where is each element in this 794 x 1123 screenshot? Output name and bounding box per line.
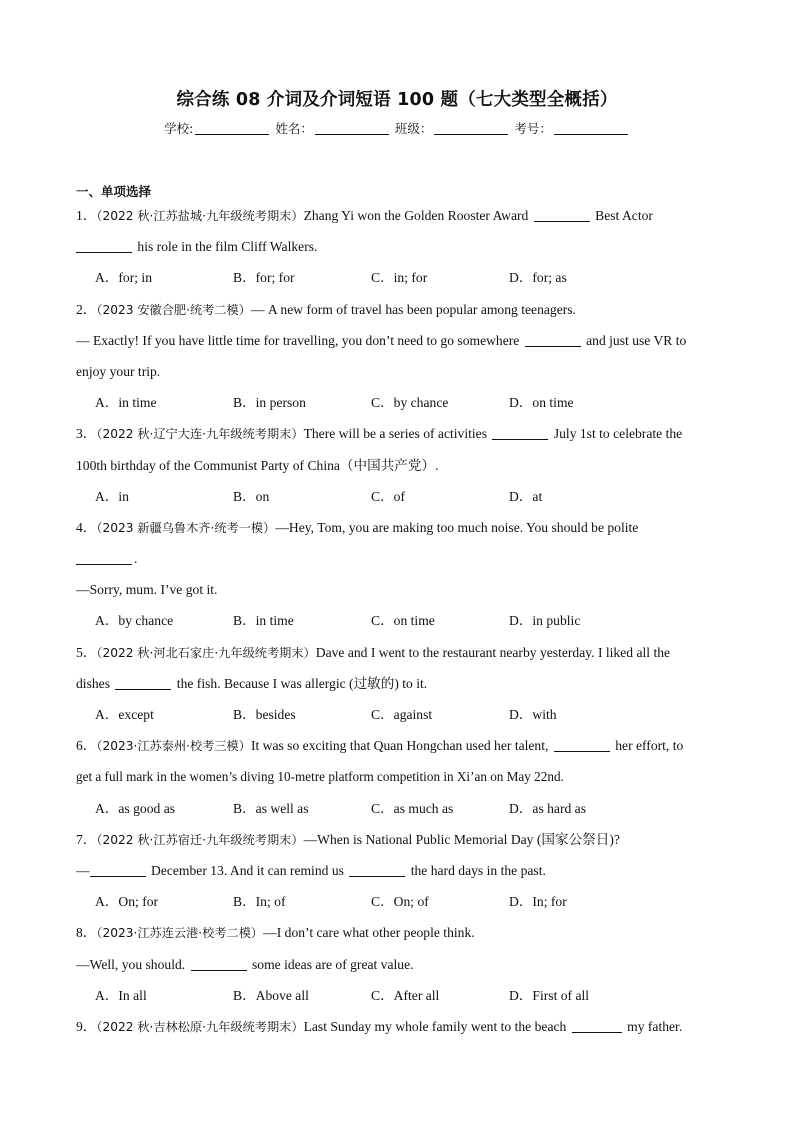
question-1-line-2 <box>76 231 716 262</box>
dash: — <box>76 862 90 878</box>
question-number: 6． <box>76 738 97 754</box>
option-a[interactable]: A．On; for <box>95 894 159 910</box>
question-2-line-3 <box>76 356 716 387</box>
question-2-options <box>76 387 716 418</box>
question-number: 5． <box>76 644 97 660</box>
question-9-line-1 <box>76 1011 716 1042</box>
option-b[interactable]: B．as well as <box>233 800 309 816</box>
question-text: —Hey, Tom, you are making too much noise. You should be polite <box>275 519 639 535</box>
question-3-line-2 <box>76 450 716 481</box>
answer-blank <box>554 739 610 752</box>
option-b[interactable]: B．in time <box>233 613 294 629</box>
school-blank <box>195 121 269 135</box>
question-1-line-1 <box>76 200 716 231</box>
question-text: Best Actor <box>595 208 653 223</box>
question-4-options <box>76 605 716 636</box>
option-d[interactable]: D．First of all <box>509 987 590 1003</box>
question-number: 8． <box>76 925 97 941</box>
option-c[interactable]: C．on time <box>371 613 435 629</box>
option-c[interactable]: C．On; of <box>371 894 429 910</box>
question-6-options <box>76 793 716 824</box>
question-text: Dave and I went to the restaurant nearby yesterday. I liked all the <box>315 644 671 660</box>
question-number: 4． <box>76 519 97 535</box>
question-source: （2022 秋·河北石家庄·九年级统考期末） <box>96 645 316 660</box>
answer-blank <box>534 209 590 222</box>
question-number: 9． <box>76 1018 97 1034</box>
question-7-line-1 <box>76 824 716 855</box>
option-c[interactable]: C．of <box>371 488 405 504</box>
option-a[interactable]: A．in <box>95 488 129 504</box>
question-6-line-1 <box>76 730 716 761</box>
option-c[interactable]: C．by chance <box>371 395 449 411</box>
option-d[interactable]: D．as hard as <box>509 800 587 816</box>
question-text: the fish. Because I was allergic (过敏的) to it. <box>176 675 428 691</box>
question-text: the hard days in the past. <box>410 862 546 878</box>
question-text: enjoy your trip. <box>76 363 161 379</box>
question-text: July 1st to celebrate the <box>553 426 683 442</box>
answer-blank <box>349 864 405 877</box>
question-text: get a full mark in the women’s diving 10-metre platform competition in Xi’an on May 22nd. <box>76 769 564 785</box>
option-c[interactable]: C．as much as <box>371 800 454 816</box>
exam-number-label: 考号： <box>514 121 552 136</box>
question-6-line-2 <box>76 761 716 792</box>
section-heading: 一、单项选择 <box>76 184 152 199</box>
option-c[interactable]: C．against <box>371 707 433 722</box>
option-a[interactable]: A．by chance <box>95 613 174 629</box>
question-2-line-1 <box>76 294 716 325</box>
exam-number-blank <box>554 121 628 135</box>
question-5-line-1 <box>76 637 716 668</box>
question-source: （2023 新疆乌鲁木齐·统考一模） <box>96 520 276 535</box>
option-b[interactable]: B．besides <box>233 707 296 722</box>
question-text: and just use VR to <box>586 332 687 348</box>
option-a[interactable]: A．except <box>95 707 154 722</box>
option-d[interactable]: D．on time <box>509 395 574 411</box>
option-a[interactable]: A．as good as <box>95 800 176 816</box>
question-text: 100th birthday of the Communist Party of China（中国共产党）. <box>76 457 439 473</box>
question-text: —Well, you should. <box>76 956 186 972</box>
answer-blank <box>572 1020 622 1033</box>
question-number: 2． <box>76 301 97 317</box>
question-8-line-1 <box>76 917 716 948</box>
answer-blank <box>115 677 171 690</box>
option-d[interactable]: D．in public <box>509 613 581 629</box>
question-number: 3． <box>76 426 97 442</box>
question-8-options <box>76 980 716 1011</box>
question-text: . <box>134 551 138 567</box>
page-title: 综合练 08 介词及介词短语 100 题（七大类型全概括） <box>176 90 618 110</box>
question-text: — A new form of travel has been popular among teenagers. <box>250 301 576 317</box>
question-text: dishes <box>76 675 110 691</box>
class-blank <box>434 121 508 135</box>
question-text: Last Sunday my whole family went to the beach <box>303 1018 567 1034</box>
question-source: （2023·江苏泰州·校考三模） <box>96 739 251 754</box>
name-blank <box>315 121 389 135</box>
option-c[interactable]: C．After all <box>371 987 440 1003</box>
question-source: （2022 秋·江苏宿迁·九年级统考期末） <box>96 832 304 847</box>
question-text: There will be a series of activities <box>303 426 488 442</box>
question-list <box>76 200 716 1042</box>
answer-blank <box>191 958 247 971</box>
question-7-options <box>76 886 716 917</box>
question-4-line-3 <box>76 574 716 605</box>
question-number: 1． <box>76 208 97 223</box>
question-text: her effort, to <box>615 738 684 754</box>
question-4-line-2 <box>76 543 716 574</box>
question-source: （2022 秋·吉林松原·九年级统考期末） <box>96 1019 304 1034</box>
question-text: his role in the film Cliff Walkers. <box>137 239 318 255</box>
question-text: my father. <box>627 1018 683 1034</box>
option-b[interactable]: B．for; for <box>233 270 295 286</box>
option-a[interactable]: A．for; in <box>95 270 153 286</box>
question-text: December 13. And it can remind us <box>151 862 344 878</box>
question-5-options <box>76 699 716 730</box>
question-1-options <box>76 262 716 293</box>
option-d[interactable]: D．at <box>509 488 543 504</box>
option-c[interactable]: C．in; for <box>371 270 428 286</box>
option-d[interactable]: D．with <box>509 707 557 722</box>
question-text: —When is National Public Memorial Day (国家公祭日)? <box>303 831 620 847</box>
option-d[interactable]: D．In; for <box>509 894 567 910</box>
question-7-line-2 <box>76 855 716 886</box>
answer-blank <box>492 427 548 440</box>
option-b[interactable]: B．on <box>233 488 270 504</box>
option-b[interactable]: B．In; of <box>233 894 286 910</box>
option-b[interactable]: B．Above all <box>233 987 309 1003</box>
question-3-options <box>76 481 716 512</box>
option-a[interactable]: A．In all <box>95 987 147 1003</box>
question-source: （2022 秋·江苏盐城·九年级统考期末） <box>96 209 304 223</box>
question-text: —I don’t care what other people think. <box>263 925 475 941</box>
school-label: 学校: <box>164 121 194 136</box>
name-label: 姓名： <box>275 121 313 136</box>
answer-blank <box>525 334 581 347</box>
question-text: —Sorry, mum. I’ve got it. <box>76 582 218 598</box>
question-4-line-1 <box>76 512 716 543</box>
question-text: some ideas are of great value. <box>251 956 414 972</box>
option-d[interactable]: D．for; as <box>509 270 567 286</box>
question-3-line-1 <box>76 418 716 449</box>
answer-blank <box>76 240 132 253</box>
question-text: — Exactly! If you have little time for travelling, you don’t need to go somewhere <box>76 332 520 348</box>
question-text: Zhang Yi won the Golden Rooster Award <box>303 208 529 223</box>
question-text: It was so exciting that Quan Hongchan used her talent, <box>250 738 549 754</box>
option-b[interactable]: B．in person <box>233 395 306 411</box>
question-source: （2022 秋·辽宁大连·九年级统考期末） <box>96 427 304 442</box>
question-2-line-2 <box>76 325 716 356</box>
question-source: （2023·江苏连云港·校考二模） <box>96 926 264 941</box>
class-label: 班级： <box>394 121 433 136</box>
answer-blank <box>76 552 132 565</box>
question-source: （2023 安徽合肥·统考二模） <box>96 302 251 317</box>
question-8-line-2 <box>76 949 716 980</box>
question-5-line-2 <box>76 668 716 699</box>
question-number: 7． <box>76 831 97 847</box>
option-a[interactable]: A．in time <box>95 395 157 411</box>
student-info-row <box>0 119 794 137</box>
answer-blank <box>90 864 146 877</box>
